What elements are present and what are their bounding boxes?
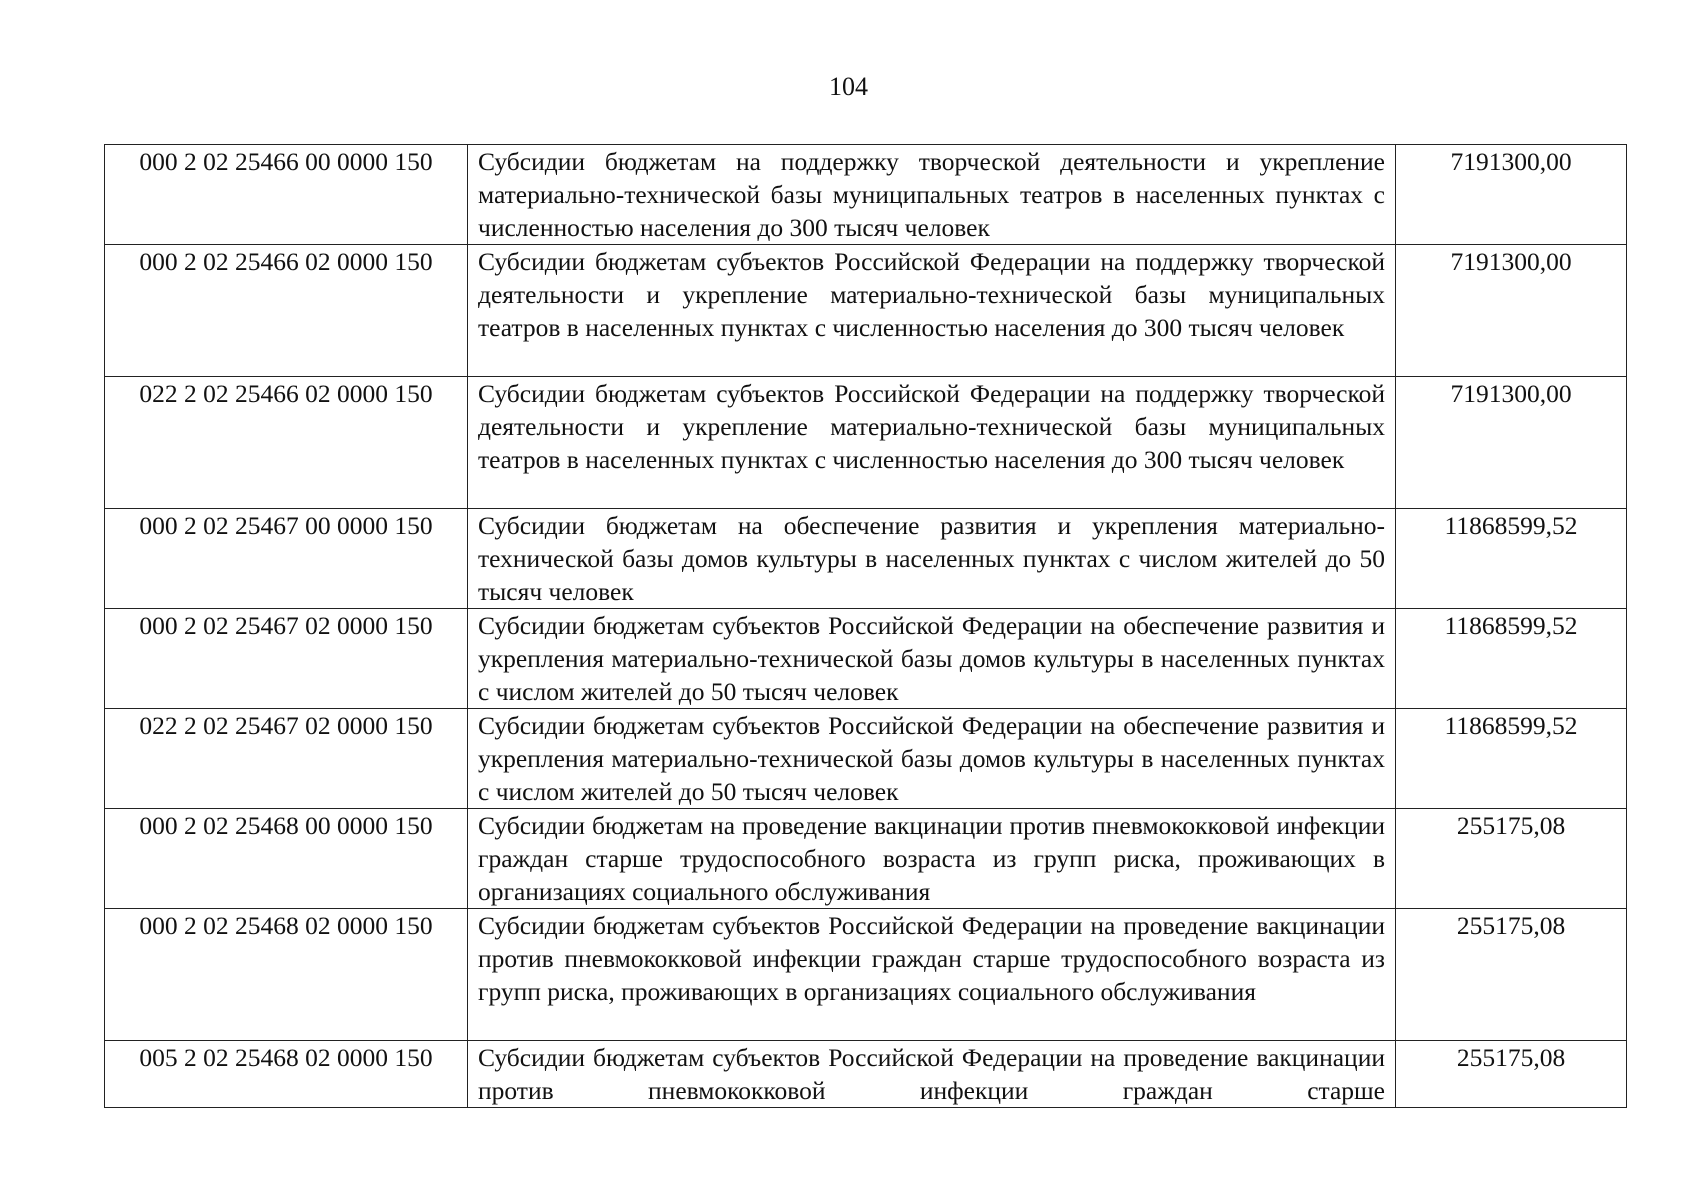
budget-revenue-table [104, 144, 1627, 1108]
budget-code-cell: 022 2 02 25466 02 0000 150 [105, 377, 468, 509]
amount-cell: 7191300,00 [1396, 245, 1627, 377]
description-cell: Субсидии бюджетам субъектов Российской Федерации на обеспечение развития и укрепления материально-технической базы домов культуры в населенных пунктах с числом жителей до 50 тысяч человек [468, 609, 1396, 709]
amount-cell: 255175,08 [1396, 909, 1627, 1041]
table-row [105, 509, 1627, 609]
amount-cell: 7191300,00 [1396, 145, 1627, 245]
table-row [105, 1041, 1627, 1108]
budget-code-cell: 022 2 02 25467 02 0000 150 [105, 709, 468, 809]
description-cell: Субсидии бюджетам субъектов Российской Федерации на обеспечение развития и укрепления материально-технической базы домов культуры в населенных пунктах с числом жителей до 50 тысяч человек [468, 709, 1396, 809]
amount-cell: 7191300,00 [1396, 377, 1627, 509]
table-row [105, 145, 1627, 245]
amount-cell: 11868599,52 [1396, 709, 1627, 809]
table-row [105, 377, 1627, 509]
description-cell: Субсидии бюджетам субъектов Российской Федерации на проведение вакцинации против пневмококковой инфекции граждан старше [468, 1041, 1396, 1108]
table-row [105, 245, 1627, 377]
amount-cell: 255175,08 [1396, 809, 1627, 909]
budget-code-cell: 000 2 02 25468 02 0000 150 [105, 909, 468, 1041]
table-row [105, 609, 1627, 709]
budget-code-cell: 000 2 02 25467 00 0000 150 [105, 509, 468, 609]
description-cell: Субсидии бюджетам субъектов Российской Федерации на поддержку творческой деятельности и укрепление материально-технической базы муниципальных театров в населенных пунктах с численностью населения до 300 тысяч человек [468, 245, 1396, 377]
budget-code-cell: 000 2 02 25468 00 0000 150 [105, 809, 468, 909]
budget-code-cell: 000 2 02 25466 02 0000 150 [105, 245, 468, 377]
table-row [105, 909, 1627, 1041]
description-cell: Субсидии бюджетам на проведение вакцинации против пневмококковой инфекции граждан старше трудоспособного возраста из групп риска, проживающих в организациях социального обслуживания [468, 809, 1396, 909]
amount-cell: 11868599,52 [1396, 509, 1627, 609]
budget-code-cell: 000 2 02 25466 00 0000 150 [105, 145, 468, 245]
table-row [105, 709, 1627, 809]
description-cell: Субсидии бюджетам на обеспечение развития и укрепления материально-технической базы домов культуры в населенных пунктах с числом жителей до 50 тысяч человек [468, 509, 1396, 609]
description-cell: Субсидии бюджетам на поддержку творческой деятельности и укрепление материально-технической базы муниципальных театров в населенных пунктах с численностью населения до 300 тысяч человек [468, 145, 1396, 245]
description-cell: Субсидии бюджетам субъектов Российской Федерации на проведение вакцинации против пневмококковой инфекции граждан старше трудоспособного возраста из групп риска, проживающих в организациях социального обслуживания [468, 909, 1396, 1041]
page-number: 104 [829, 72, 868, 101]
budget-code-cell: 000 2 02 25467 02 0000 150 [105, 609, 468, 709]
description-cell: Субсидии бюджетам субъектов Российской Федерации на поддержку творческой деятельности и укрепление материально-технической базы муниципальных театров в населенных пунктах с численностью населения до 300 тысяч человек [468, 377, 1396, 509]
amount-cell: 255175,08 [1396, 1041, 1627, 1108]
amount-cell: 11868599,52 [1396, 609, 1627, 709]
table-row [105, 809, 1627, 909]
budget-code-cell: 005 2 02 25468 02 0000 150 [105, 1041, 468, 1108]
